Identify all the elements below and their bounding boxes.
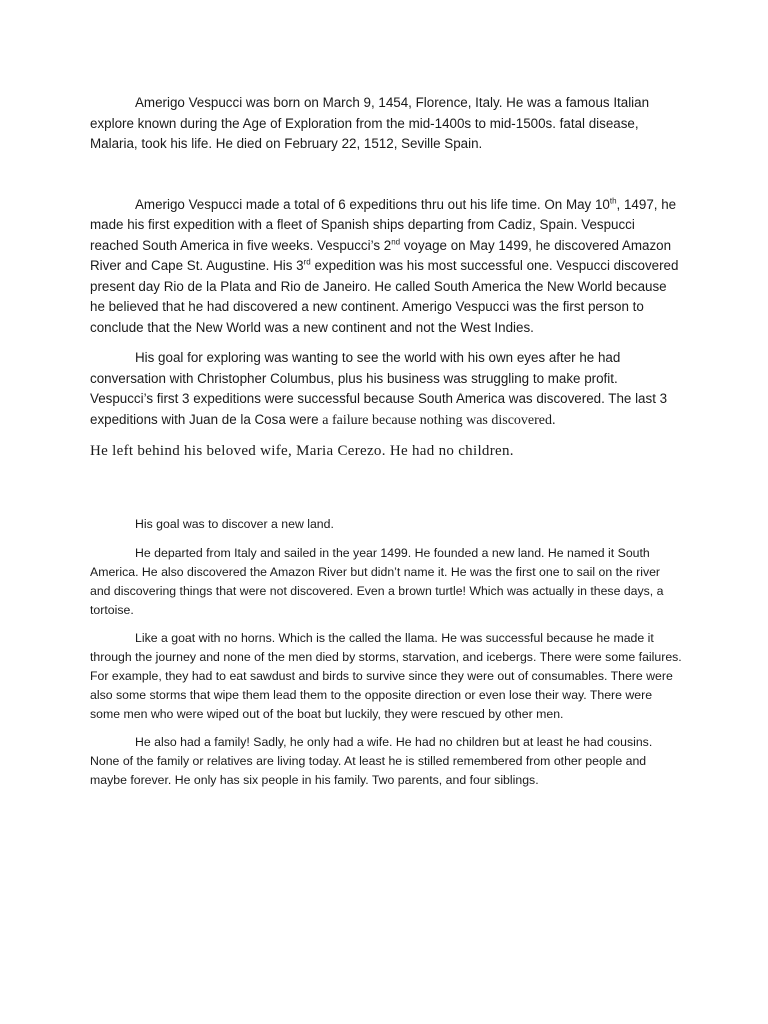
paragraph-birth-death: Amerigo Vespucci was born on March 9, 1454, Florence, Italy. He was a famous Italian explore known during the Age of Exploration from the mid-1400s to mid-1500s. fatal disease, Malaria, took his life. He died on February 22, 1512, Seville Spain. <box>90 95 650 151</box>
paragraph-text: expedition was his most successful one. Vespucci discovered present day Rio de la Plata and Rio de Janeiro. He called South America the New World because he believed that he had discovered a new continent. Amerigo Vespucci was the first person to conclude that the New World was a new continent and not the West Indies. <box>90 258 679 335</box>
paragraph-goal-land: His goal was to discover a new land. <box>135 517 334 531</box>
paragraph-expeditions <box>90 195 682 339</box>
paragraph-text: His goal for exploring was wanting to see the world with his own eyes after he had conversation with Christopher Columbus, plus his business was struggling to make profit. Vespucci’s first 3 expeditions were successful because South America was discovered. The last 3 expeditions with Juan de la Cosa were <box>90 350 668 427</box>
superscript-ordinal: th <box>609 196 617 206</box>
paragraph-text-serif: a failure because nothing was discovered. <box>322 412 556 428</box>
paragraph-spacer <box>90 155 682 195</box>
paragraph-family-note: He left behind his beloved wife, Maria Cerezo. He had no children. <box>90 443 514 459</box>
paragraph-departure: He departed from Italy and sailed in the year 1499. He founded a new land. He named it South America. He also discovered the Amazon River but didn’t name it. He was the first one to sail on the river and discovering things that were not discovered. Even a brown turtle! Which was actually in these days, a tortoise. <box>90 546 664 617</box>
paragraph-text: , 1497, he made his first expedition with a fleet of Spanish ships departing from Cadiz, Spain. Vespucci reached South America in five weeks. Vespucci’s 2 <box>90 196 677 253</box>
section-spacer <box>90 461 682 515</box>
paragraph-text: voyage on May 1499, he discovered Amazon River and Cape St. Augustine. His 3 <box>90 237 672 273</box>
paragraph-spacer <box>90 338 682 348</box>
superscript-ordinal: rd <box>303 257 311 267</box>
superscript-ordinal: nd <box>391 237 401 247</box>
paragraph-journey: Like a goat with no horns. Which is the called the llama. He was successful because he made it through the journey and none of the men died by storms, starvation, and icebergs. There were some failures. For example, they had to eat sawdust and birds to survive since they were out of consumables. There were also some storms that wipe them lead them to the opposite direction or even lose their way. There were some men who were wiped out of the boat but luckily, they were rescued by other men. <box>90 631 682 721</box>
paragraph-family: He also had a family! Sadly, he only had a wife. He had no children but at least he had cousins. None of the family or relatives are living today. At least he is stilled remembered from other people and maybe forever. He only has six people in his family. Two parents, and four siblings. <box>90 735 653 787</box>
paragraph-text: Amerigo Vespucci made a total of 6 expeditions thru out his life time. On May 10 <box>135 196 610 212</box>
paragraph-goal-exploring <box>90 348 682 431</box>
